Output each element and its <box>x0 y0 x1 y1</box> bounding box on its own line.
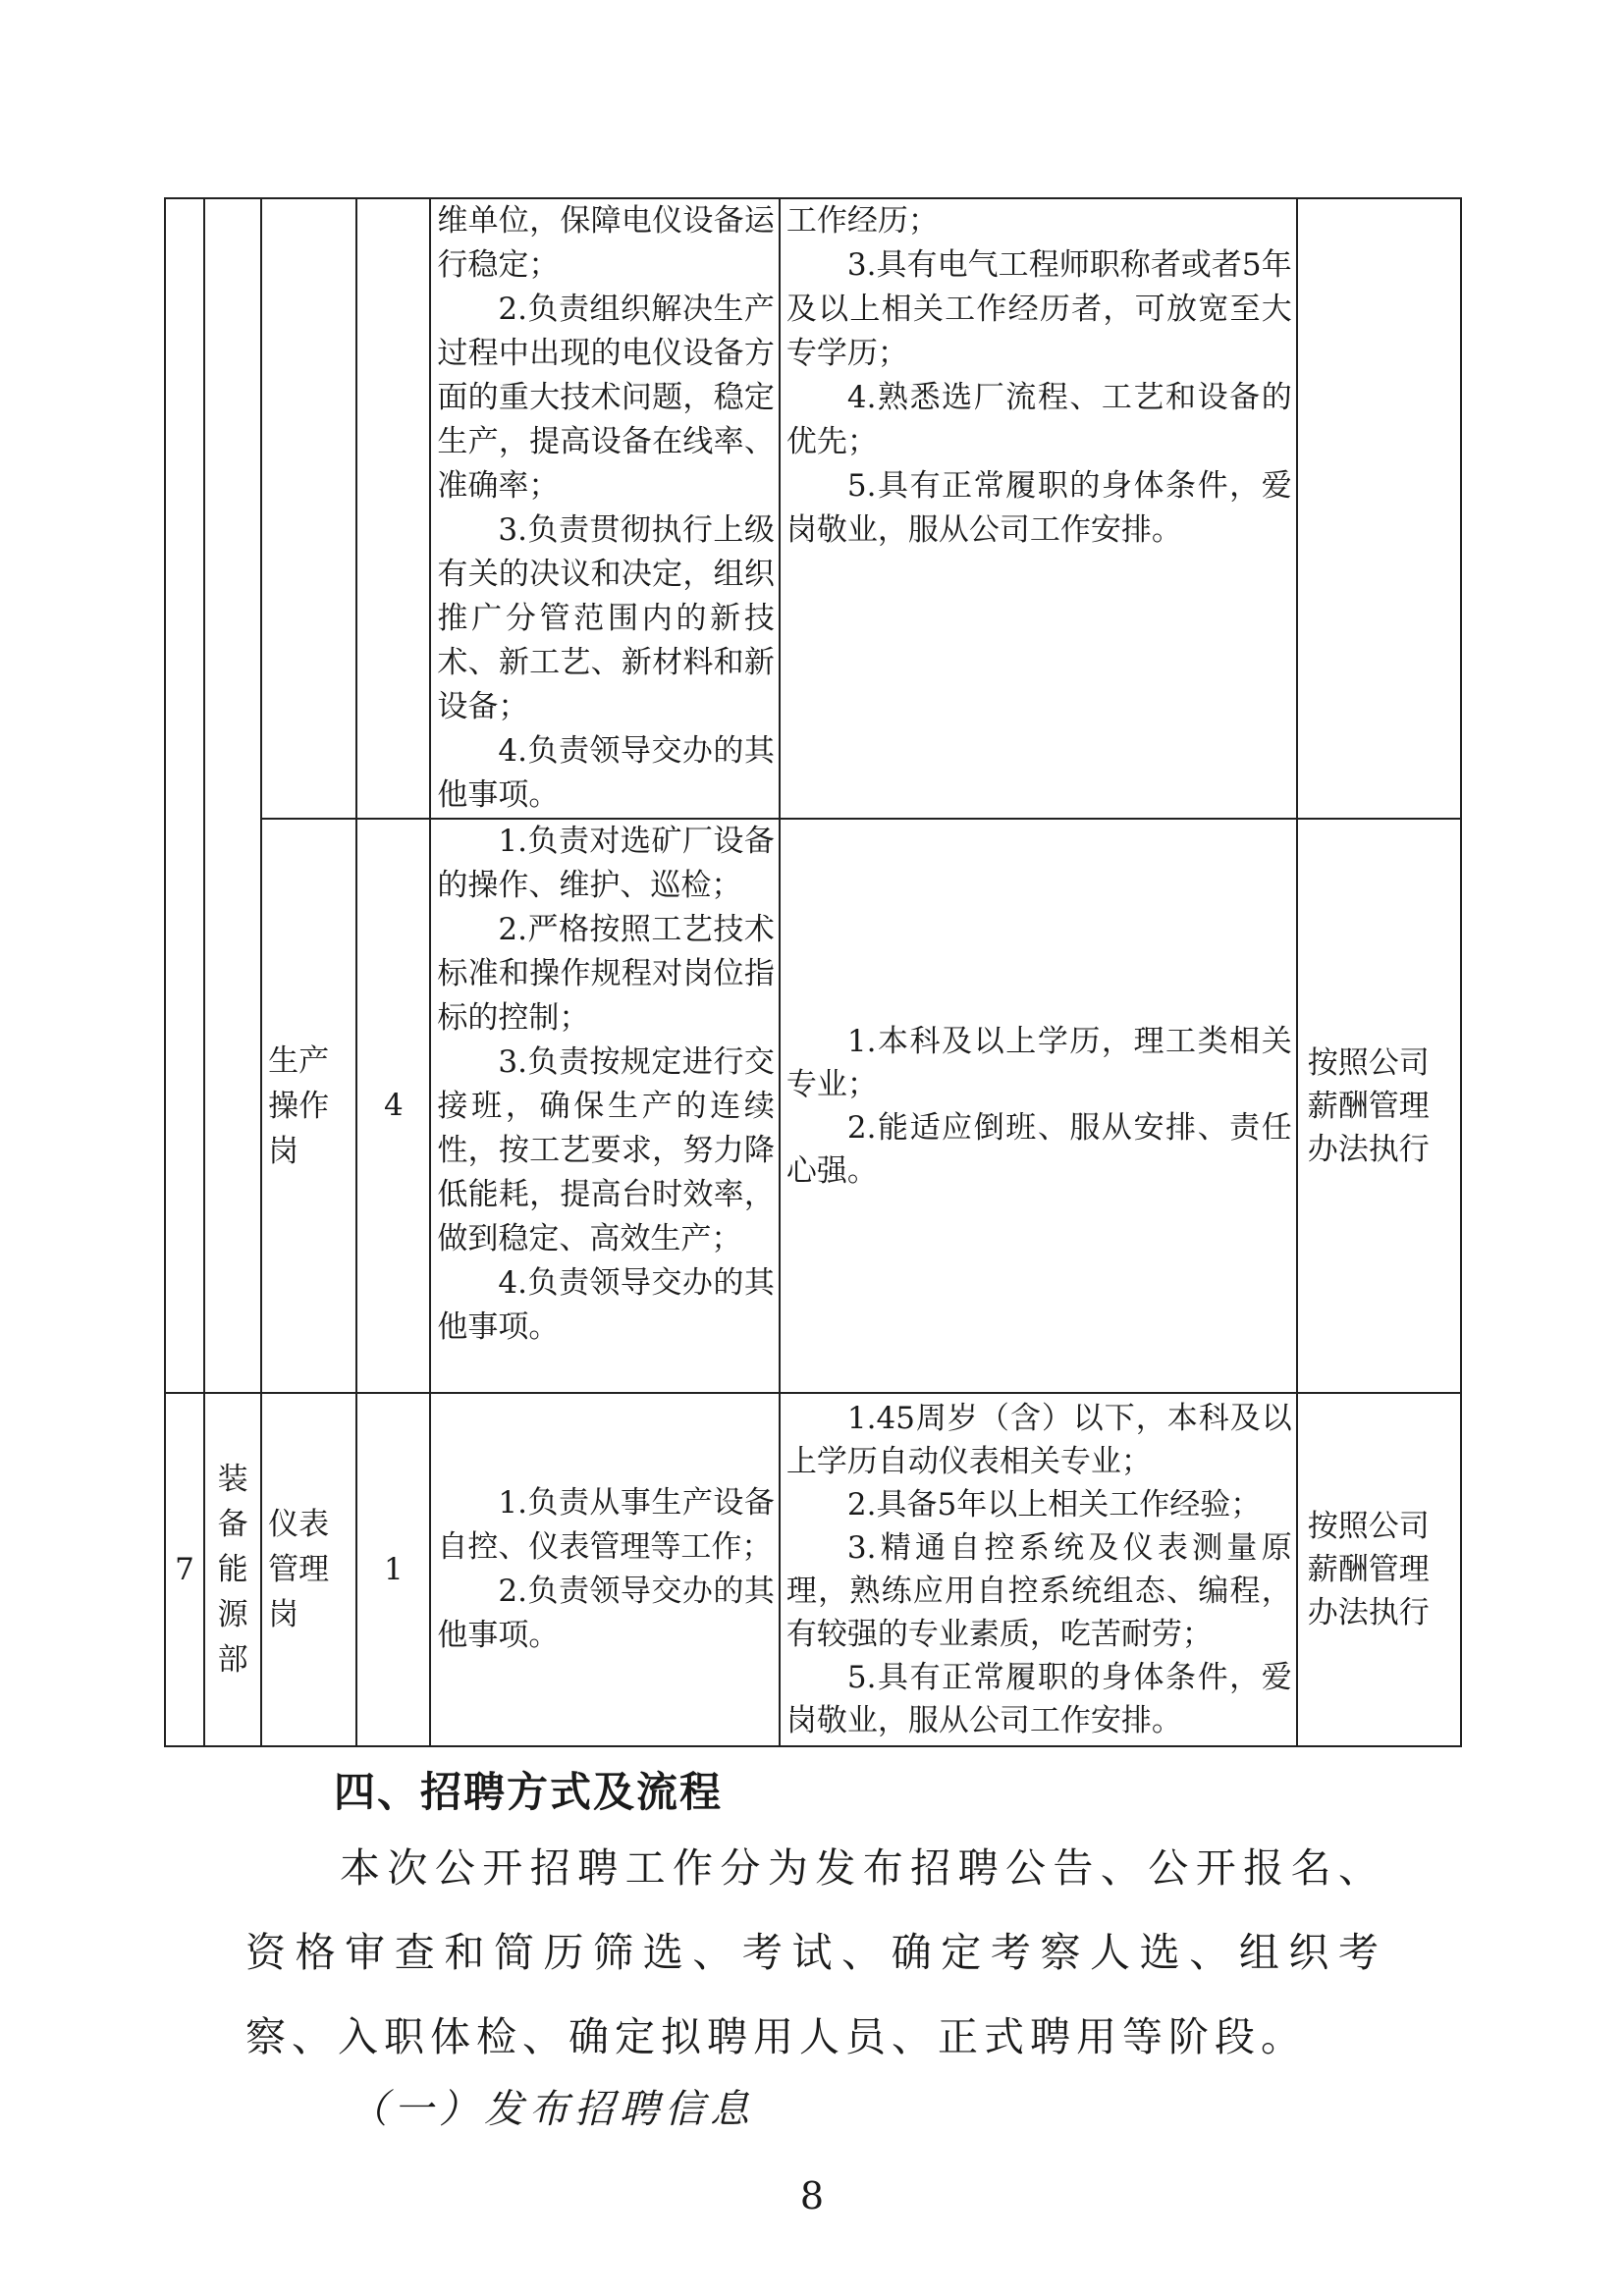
post-name: 仪表 管理 岗 <box>268 1507 330 1632</box>
page-number: 8 <box>799 2174 825 2217</box>
duty-cell <box>430 198 780 819</box>
requirement-text: 1.本科及以上学历，理工类相关专业； <box>785 1023 1292 1102</box>
requirement-text: 2.能适应倒班、服从安排、责任心强。 <box>785 1109 1292 1189</box>
count-cell <box>356 198 430 819</box>
duty-text: 3.负责贯彻执行上级有关的决议和决定，组织推广分管范围内的新技术、新工艺、新材料和新设备； <box>437 512 775 724</box>
paragraph-text: 本次公开招聘工作分为发布招聘公告、公开报名、资格审查和简历筛选、考试、确定考察人选、组织考察、入职体检、确定拟聘用人员、正式聘用等阶段。 <box>245 1844 1384 2060</box>
requirement-text: 3.精通自控系统及仪表测量原理，熟练应用自控系统组态、编程，有较强的专业素质，吃苦耐劳； <box>785 1530 1292 1652</box>
row-number: 7 <box>175 1551 194 1587</box>
dept-cell <box>204 1393 261 1746</box>
salary-text: 按照公司 薪酬管理 办法执行 <box>1307 1509 1430 1630</box>
section-heading: 四、招聘方式及流程 <box>334 1768 724 1816</box>
salary-text: 按照公司 薪酬管理 办法执行 <box>1307 1044 1430 1167</box>
duty-text: 维单位，保障电仪设备运行稳定； <box>437 203 775 283</box>
post-cell <box>261 198 356 819</box>
requirement-text: 5.具有正常履职的身体条件，爱岗敬业，服从公司工作安排。 <box>785 468 1292 548</box>
department-name: 装 备 能 源 部 <box>217 1462 248 1678</box>
post-cell <box>261 819 356 1393</box>
duty-text: 2.严格按照工艺技术标准和操作规程对岗位指标的控制； <box>437 912 775 1036</box>
count-cell <box>356 819 430 1393</box>
subsection-heading: （一）发布招聘信息 <box>349 2087 755 2132</box>
post-count: 1 <box>383 1551 404 1587</box>
dept-cell <box>204 198 261 1393</box>
requirement-cell <box>780 1393 1297 1746</box>
duty-text: 1.负责从事生产设备自控、仪表管理等工作； <box>437 1485 775 1565</box>
requirement-text: 4.熟悉选厂流程、工艺和设备的优先； <box>785 380 1292 459</box>
duty-cell <box>430 819 780 1393</box>
table-row <box>165 819 1461 1393</box>
table-row <box>165 1393 1461 1746</box>
requirement-cell <box>780 819 1297 1393</box>
requirement-text: 3.具有电气工程师职称者或者5年及以上相关工作经历者，可放宽至大专学历； <box>785 247 1292 371</box>
salary-cell <box>1297 198 1461 819</box>
duty-text: 4.负责领导交办的其他事项。 <box>437 1265 775 1345</box>
duty-text: 3.负责按规定进行交接班，确保生产的连续性，按工艺要求，努力降低能耗，提高台时效率，做到稳定、高效生产； <box>437 1044 775 1256</box>
table-row <box>165 198 1461 819</box>
post-count: 4 <box>383 1088 404 1123</box>
requirement-text: 2.具备5年以上相关工作经验； <box>846 1487 1262 1522</box>
requirement-text: 工作经历； <box>785 203 939 239</box>
duty-text: 2.负责组织解决生产过程中出现的电仪设备方面的重大技术问题，稳定生产，提高设备在线率、准确率； <box>437 292 775 504</box>
no-cell <box>165 1393 204 1746</box>
duty-text: 1.负责对选矿厂设备的操作、维护、巡检； <box>437 824 775 903</box>
duty-text: 2.负责领导交办的其他事项。 <box>437 1574 775 1653</box>
requirement-text: 1.45周岁（含）以下，本科及以上学历自动仪表相关专业； <box>785 1401 1292 1479</box>
duty-text: 4.负责领导交办的其他事项。 <box>437 733 775 813</box>
requirement-cell <box>780 198 1297 819</box>
salary-cell <box>1297 819 1461 1393</box>
duty-cell <box>430 1393 780 1746</box>
count-cell <box>356 1393 430 1746</box>
body-paragraph <box>245 1826 1384 2079</box>
no-cell <box>165 198 204 1393</box>
requirement-text: 5.具有正常履职的身体条件，爱岗敬业，服从公司工作安排。 <box>785 1660 1292 1738</box>
post-cell <box>261 1393 356 1746</box>
recruitment-table <box>164 197 1462 1747</box>
salary-cell <box>1297 1393 1461 1746</box>
post-name: 生产 操作 岗 <box>268 1042 330 1169</box>
